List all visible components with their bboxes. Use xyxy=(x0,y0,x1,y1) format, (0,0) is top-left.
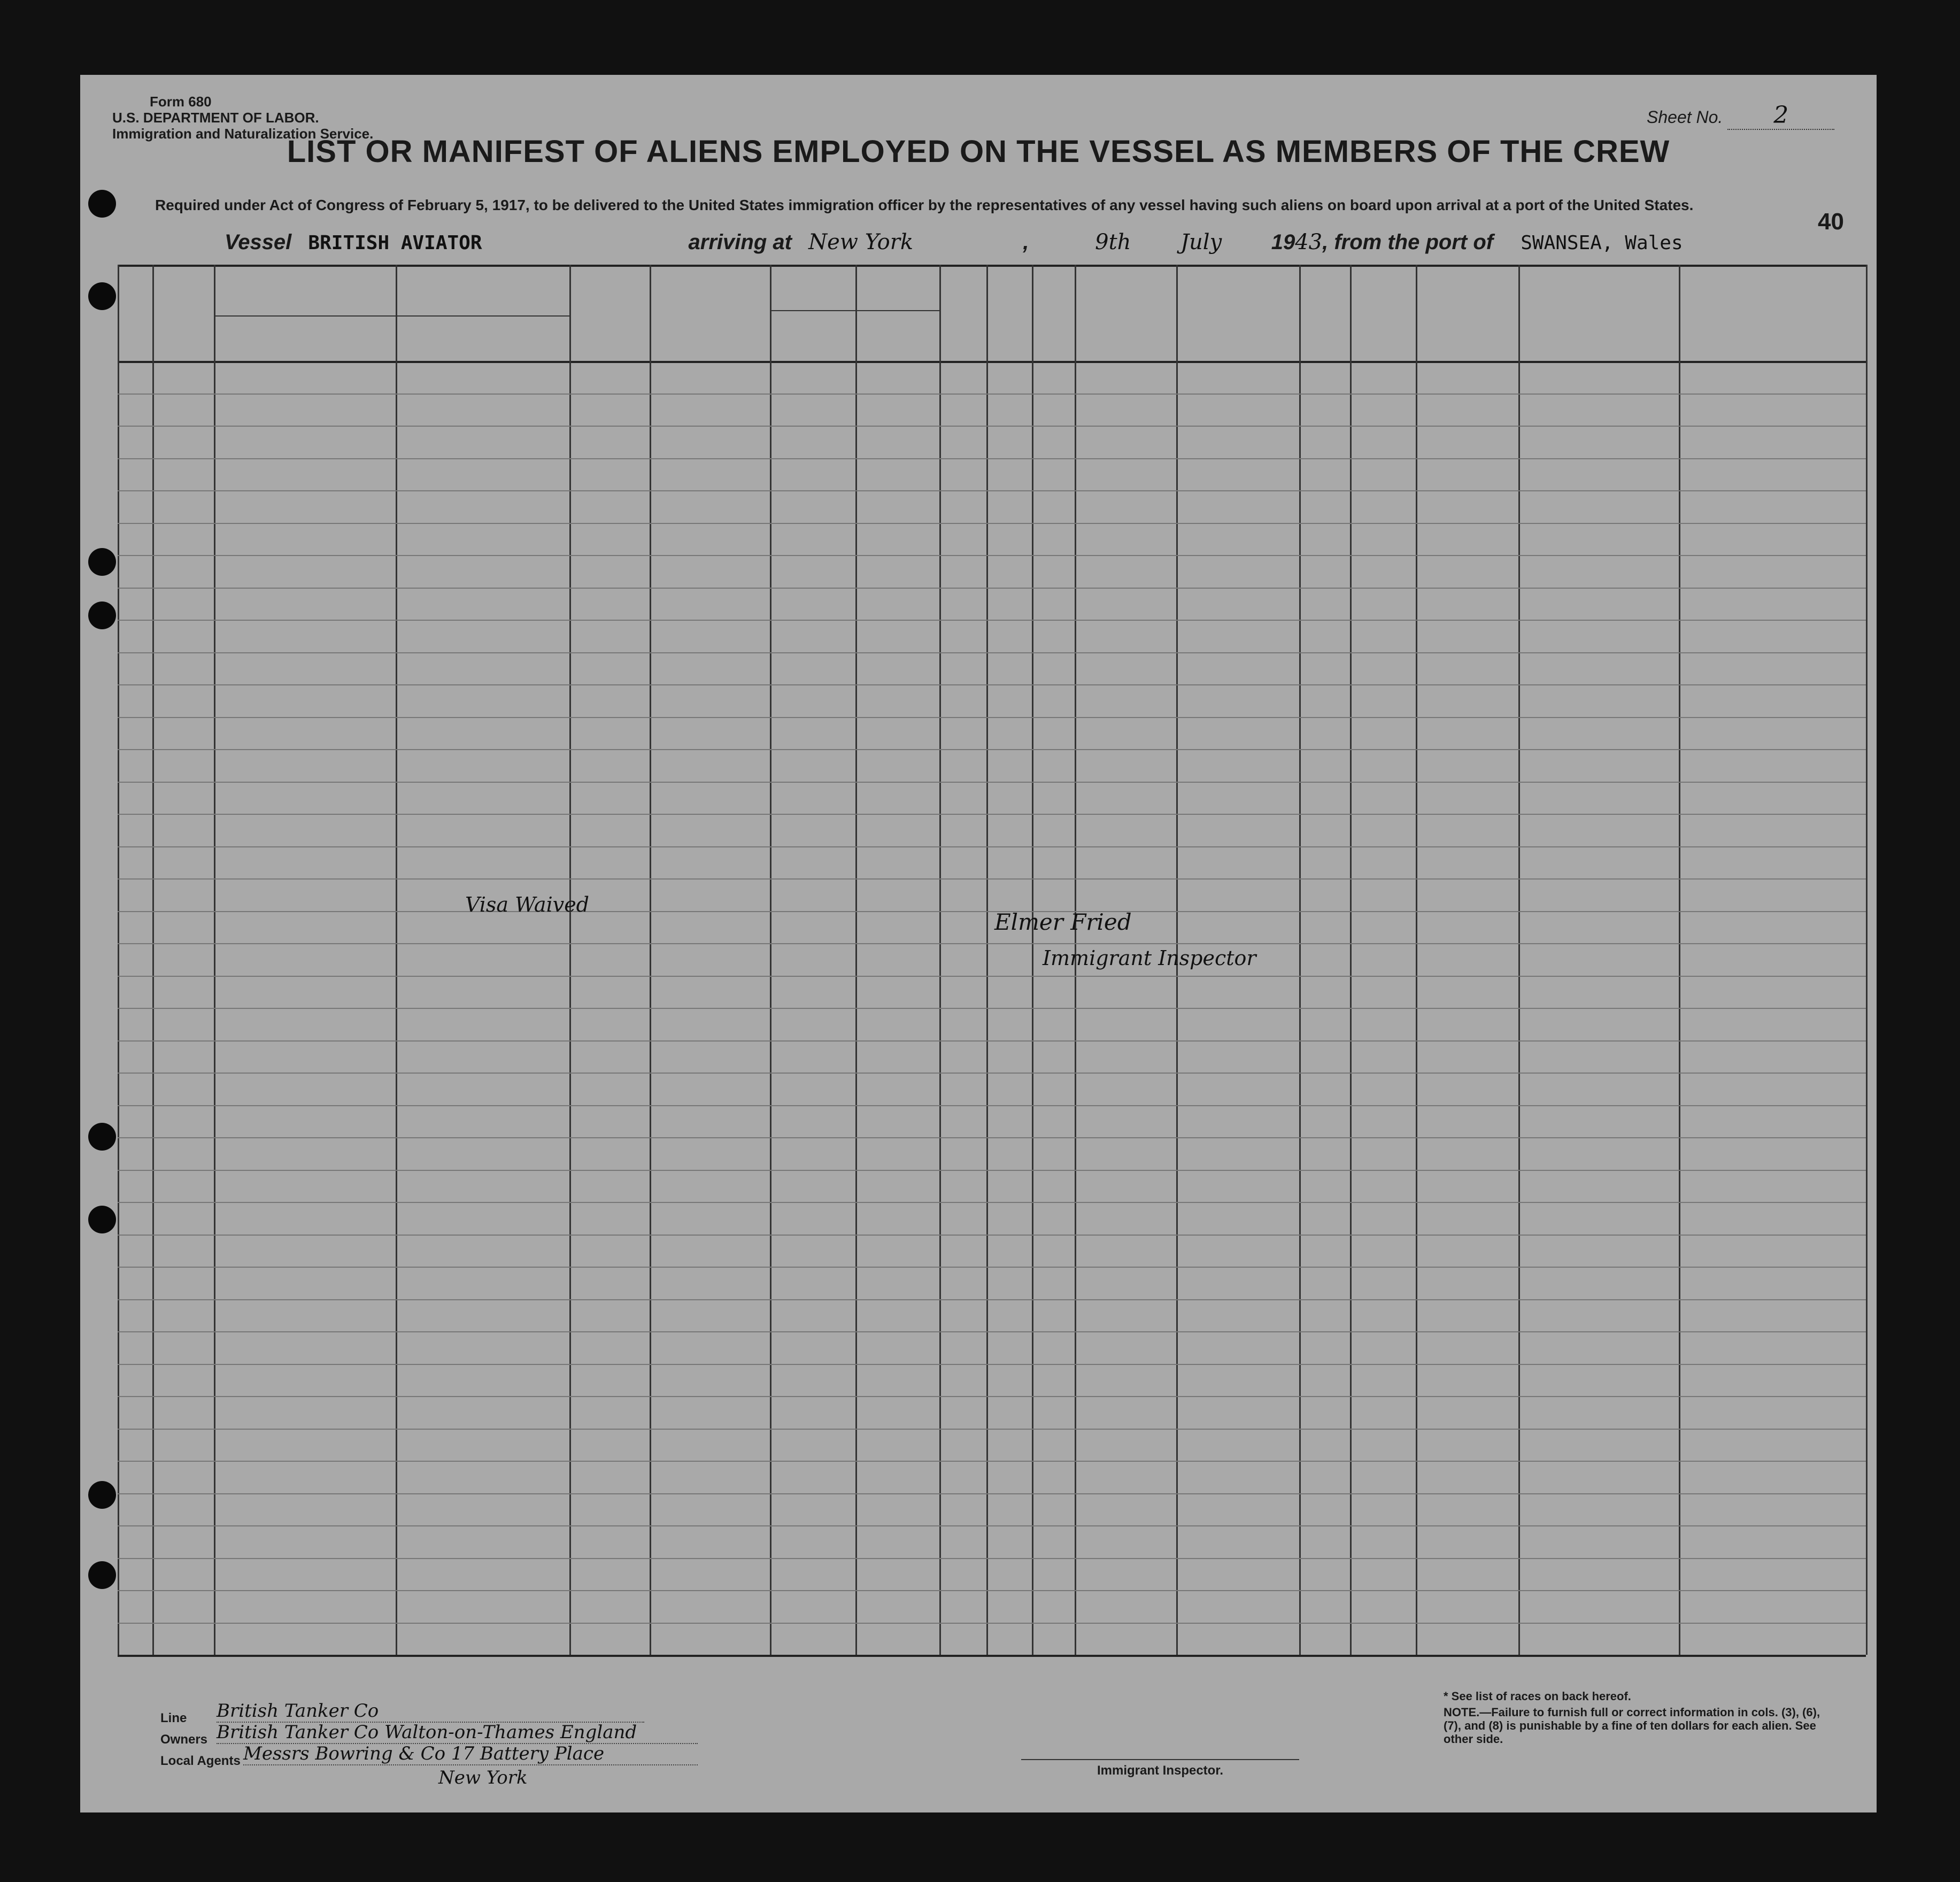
footer-agents-label: Local Agents xyxy=(160,1754,241,1768)
footer-line-label: Line xyxy=(160,1711,187,1725)
row-rule xyxy=(118,1331,1866,1332)
punch-hole xyxy=(88,1481,116,1509)
punch-hole xyxy=(88,1206,116,1233)
footer-owners-value: British Tanker Co Walton-on-Thames England xyxy=(217,1722,698,1744)
row-rule xyxy=(118,976,1866,977)
row-rule xyxy=(118,1170,1866,1171)
column-rule xyxy=(855,265,857,1655)
column-rule xyxy=(986,265,988,1655)
requirement-text: Required under Act of Congress of February 5, 1917, to be delivered to the United States immigration officer by the representatives of any vessel having such aliens on board upon arrival at a port of the United States. xyxy=(155,197,1694,213)
from-label: from the port of xyxy=(1334,230,1494,254)
arriving-port: New York xyxy=(808,230,914,254)
punch-hole xyxy=(88,1561,116,1589)
arrival-year: 43 xyxy=(1295,230,1323,254)
row-rule xyxy=(118,782,1866,783)
row-rule xyxy=(118,878,1866,880)
column-rule xyxy=(152,265,154,1655)
department: U.S. DEPARTMENT OF LABOR. xyxy=(112,110,319,126)
column-rule xyxy=(650,265,651,1655)
row-rule xyxy=(118,1105,1866,1106)
row-rule xyxy=(118,749,1866,750)
row-rule xyxy=(118,426,1866,427)
table-bottom-border xyxy=(118,1655,1866,1657)
column-rule xyxy=(1679,265,1680,1655)
row-rule xyxy=(118,394,1866,395)
vessel-label: Vessel xyxy=(225,230,292,254)
row-rule xyxy=(118,814,1866,815)
subheader-rule xyxy=(214,315,569,317)
row-rule xyxy=(118,588,1866,589)
column-rule xyxy=(118,265,119,1655)
column-rule xyxy=(214,265,215,1655)
footer-note: NOTE.—Failure to furnish full or correct information in cols. (3), (6), (7), and (8) is punishable by a fine of ten dollars for each alien. See other side. xyxy=(1444,1706,1820,1746)
sheet-number: 2 xyxy=(1727,102,1834,130)
punch-hole xyxy=(88,601,116,629)
page-title: LIST OR MANIFEST OF ALIENS EMPLOYED ON THE VESSEL AS MEMBERS OF THE CREW xyxy=(287,134,1670,169)
footer-races-note: * See list of races on back hereof. xyxy=(1444,1690,1631,1703)
arrival-month: July xyxy=(1180,230,1222,254)
row-rule xyxy=(118,555,1866,556)
row-rule xyxy=(118,1235,1866,1236)
row-rule xyxy=(118,684,1866,685)
form-number: Form 680 xyxy=(150,94,212,110)
row-rule xyxy=(118,1623,1866,1624)
row-rule xyxy=(118,490,1866,491)
punch-hole xyxy=(88,1123,116,1151)
visa-waived-note: Visa Waived xyxy=(465,893,590,916)
voyage-line: Vessel BRITISH AVIATOR arriving at New York , 9th July 1943, from the port of SWANSEA, Wales xyxy=(225,230,1683,254)
page-number: 40 xyxy=(1818,209,1844,235)
column-rule xyxy=(939,265,941,1655)
punch-hole xyxy=(88,282,116,310)
column-rule xyxy=(770,265,771,1655)
year-prefix: 19 xyxy=(1271,230,1295,254)
row-rule xyxy=(118,911,1866,912)
departure-port: SWANSEA, Wales xyxy=(1521,232,1683,254)
table-top-border xyxy=(118,265,1866,267)
row-rule xyxy=(118,1525,1866,1526)
column-rule xyxy=(1350,265,1352,1655)
row-rule xyxy=(118,1396,1866,1397)
row-rule xyxy=(118,1590,1866,1591)
arriving-label: arriving at xyxy=(688,230,792,254)
row-rule xyxy=(118,652,1866,653)
column-rule xyxy=(1416,265,1417,1655)
row-rule xyxy=(118,1202,1866,1203)
footer-inspector-label: Immigrant Inspector. xyxy=(1021,1759,1299,1778)
table-header-border xyxy=(118,361,1866,363)
footer-line-value: British Tanker Co xyxy=(217,1700,644,1723)
inspector-title-hand: Immigrant Inspector xyxy=(1043,946,1256,970)
subheader-rule xyxy=(770,310,939,311)
sheet-label: Sheet No. xyxy=(1647,107,1723,127)
row-rule xyxy=(118,1008,1866,1009)
row-rule xyxy=(118,1073,1866,1074)
footer-agents-city: New York xyxy=(438,1767,528,1788)
inspector-signature: Elmer Fried xyxy=(994,909,1132,935)
row-rule xyxy=(118,458,1866,459)
row-rule xyxy=(118,620,1866,621)
row-rule xyxy=(118,1299,1866,1300)
manifest-sheet xyxy=(80,75,1877,1812)
row-rule xyxy=(118,1493,1866,1494)
row-rule xyxy=(118,1137,1866,1138)
row-rule xyxy=(118,1267,1866,1268)
row-rule xyxy=(118,1558,1866,1559)
row-rule xyxy=(118,1364,1866,1365)
footer-owners-label: Owners xyxy=(160,1732,208,1747)
vessel-name: BRITISH AVIATOR xyxy=(308,232,482,254)
punch-hole xyxy=(88,190,116,218)
row-rule xyxy=(118,846,1866,847)
row-rule xyxy=(118,523,1866,524)
crew-table xyxy=(80,259,1877,1762)
row-rule xyxy=(118,717,1866,718)
row-rule xyxy=(118,943,1866,944)
column-rule xyxy=(1032,265,1033,1655)
footer-agents-value: Messrs Bowring & Co 17 Battery Place xyxy=(243,1743,698,1765)
arrival-day: 9th xyxy=(1095,230,1131,254)
row-rule xyxy=(118,1429,1866,1430)
row-rule xyxy=(118,1040,1866,1042)
service: Immigration and Naturalization Service. xyxy=(112,126,374,142)
row-rule xyxy=(118,1461,1866,1462)
column-rule xyxy=(569,265,571,1655)
column-rule xyxy=(1299,265,1301,1655)
column-rule xyxy=(396,265,397,1655)
column-rule xyxy=(1518,265,1520,1655)
sheet-number-block xyxy=(1647,102,1834,130)
punch-hole xyxy=(88,548,116,576)
column-rule xyxy=(1866,265,1868,1655)
